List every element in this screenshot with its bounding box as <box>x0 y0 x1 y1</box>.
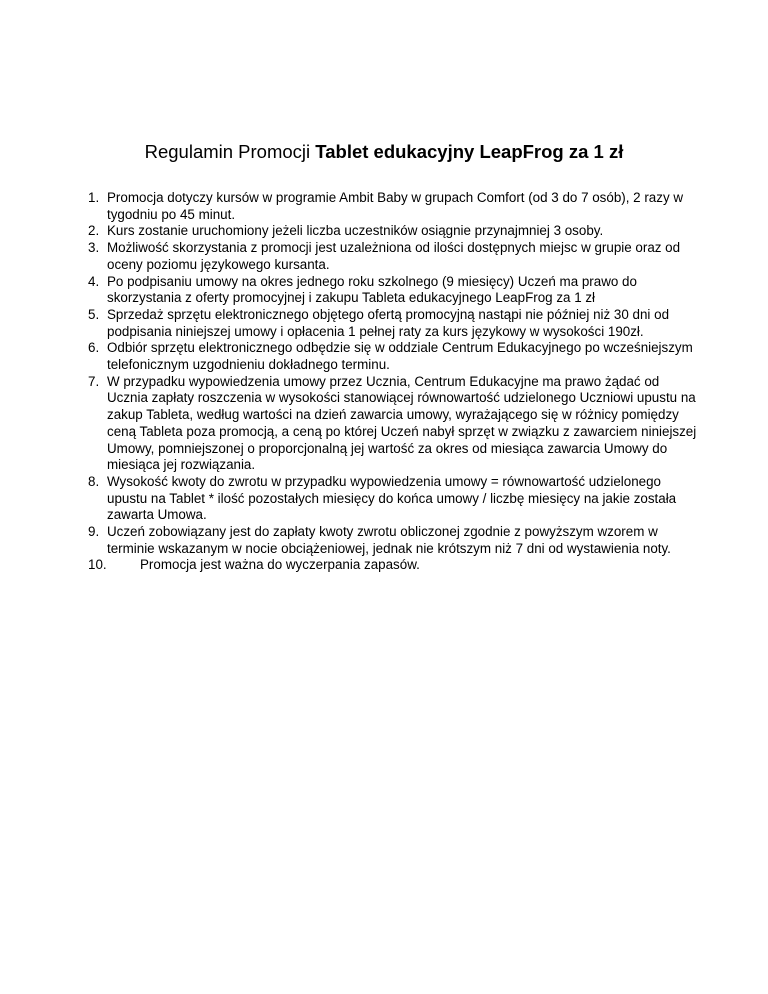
list-item-text: Wysokość kwoty do zwrotu w przypadku wypowiedzenia umowy = równowartość udzielonego upustu na Tablet * ilość pozostałych miesięcy do końca umowy / liczbę miesięcy na jakie została zawarta Umowa. <box>107 473 677 523</box>
list-item-number: 4. <box>88 273 100 289</box>
list-item-number: 3. <box>88 240 100 256</box>
title-bold: Tablet edukacyjny LeapFrog za 1 zł <box>315 141 624 162</box>
list-item-text: Sprzedaż sprzętu elektronicznego objętego ofertą promocyjną nastąpi nie później niż 30 dni od podpisania niniejszej umowy i opłacenia 1 pełnej raty za kurs językowy w wysokości 190zł. <box>107 306 670 339</box>
list-item <box>88 340 698 373</box>
list-item <box>88 524 698 557</box>
title-regular: Regulamin Promocji <box>144 141 316 162</box>
document-title <box>0 140 768 164</box>
list-item <box>88 240 698 273</box>
list-item <box>88 190 698 223</box>
list-item <box>88 474 698 524</box>
list-item <box>88 274 698 307</box>
list-item-number: 8. <box>88 473 100 489</box>
list-item-text: Uczeń zobowiązany jest do zapłaty kwoty zwrotu obliczonej zgodnie z powyższym wzorem w terminie wskazanym w nocie obciążeniowej, jednak nie krótszym niż 7 dni od wystawienia noty. <box>107 524 671 556</box>
list-item-text: Możliwość skorzystania z promocji jest uzależniona od ilości dostępnych miejsc w grupie oraz od oceny poziomu językowego kursanta. <box>107 240 681 272</box>
list-item-number: 10. <box>88 557 107 573</box>
list-item-text: W przypadku wypowiedzenia umowy przez Ucznia, Centrum Edukacyjne ma prawo żądać od Ucznia zapłaty roszczenia w wysokości stanowiącej równowartość udzielonego Uczniowi upustu na zakup Tableta, według wartości na dzień zawarcia umowy, wyrażającego się w różnicy pomiędzy ceną Tableta poza promocją, a ceną po której Uczeń nabył sprzęt w związku z zawarciem niniejszej Umowy, pomniejszonej o proporcjonalną jej wartość za okres od miesiąca zawarcia Umowy do miesiąca jej rozwiązania. <box>107 373 697 473</box>
list-item <box>88 557 698 574</box>
list-item-text: Promocja jest ważna do wyczerpania zapasów. <box>140 557 420 573</box>
list-item-number: 6. <box>88 340 100 356</box>
list-item-number: 7. <box>88 373 100 389</box>
list-item-text: Odbiór sprzętu elektronicznego odbędzie się w oddziale Centrum Edukacyjnego po wcześniejszym telefonicznym uzgodnieniu dokładnego terminu. <box>107 340 693 373</box>
list-item-text: Kurs zostanie uruchomiony jeżeli liczba uczestników osiągnie przynajmniej 3 osoby. <box>107 223 604 239</box>
list-item-number: 1. <box>88 190 100 205</box>
list-item <box>88 307 698 340</box>
list-item-text: Promocja dotyczy kursów w programie Ambit Baby w grupach Comfort (od 3 do 7 osób), 2 razy w tygodniu po 45 minut. <box>107 190 684 222</box>
list-item-number: 5. <box>88 306 100 322</box>
list-item-text: Po podpisaniu umowy na okres jednego roku szkolnego (9 miesięcy) Uczeń ma prawo do skorzystania z oferty promocyjnej i zakupu Tableta edukacyjnego LeapFrog za 1 zł <box>107 273 637 306</box>
list-item <box>88 374 698 474</box>
list-item-number: 9. <box>88 524 100 540</box>
list-item-number: 2. <box>88 223 100 239</box>
list-item <box>88 223 698 240</box>
regulations-list <box>88 190 698 574</box>
